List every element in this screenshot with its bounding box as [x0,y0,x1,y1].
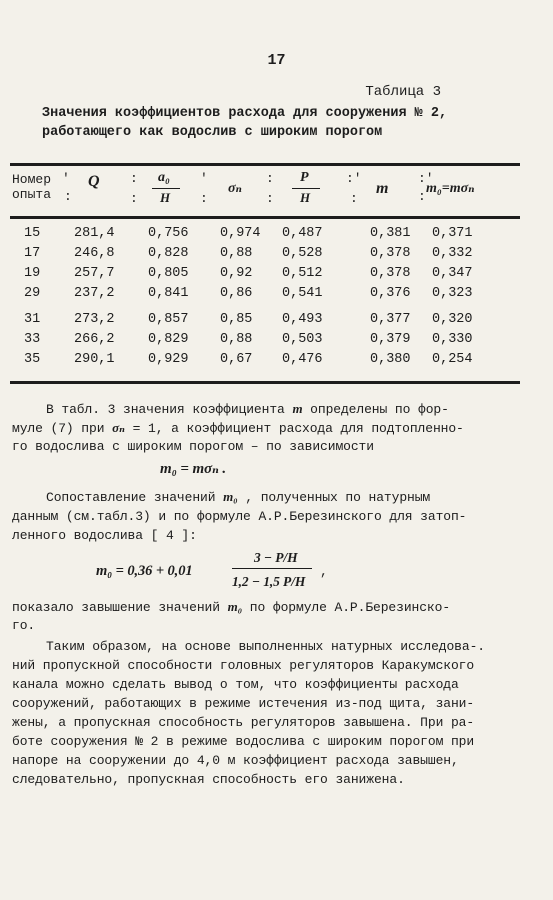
table-row [0,266,553,286]
table-cell: 0,377 [370,312,411,327]
formula-lhs: m₀ = 0,36 + 0,01 [96,563,193,579]
table-label: Таблица 3 [365,84,441,100]
paragraph-4-line-6: боте сооружения № 2 в режиме водослива с широким порогом при [12,734,475,749]
table-cell: 0,347 [432,266,473,281]
paragraph-4-line-8: следовательно, пропускная способность его занижена. [12,772,405,787]
header-m: m [376,180,389,197]
table-cell: 0,88 [220,246,253,261]
page-number: 17 [267,52,286,69]
header-p-numerator: P [300,170,309,185]
table-cell: 0,805 [148,266,189,281]
table-cell: 246,8 [74,246,115,261]
paragraph-2-line-2: данным (см.табл.3) и по формуле А.Р.Березинского для затоп- [12,509,467,524]
header-a0-fraction-line [152,188,180,189]
paragraph-1-line-2: муле (7) при σₙ = 1, а коэффициент расхода для подтопленно- [12,420,464,436]
table-cell: 0,512 [282,266,323,281]
formula-denominator: 1,2 − 1,5 P/H [232,574,306,589]
header-m0: m₀=mσₙ [426,181,475,196]
table-cell: 257,7 [74,266,115,281]
table-cell: 0,829 [148,332,189,347]
table-header-rule [10,216,520,219]
formula-numerator: 3 − P/H [254,550,298,565]
table-cell: 237,2 [74,286,115,301]
table-cell: 0,380 [370,352,411,367]
paragraph-3-line-1: показало завышение значений m₀ по формуле А.Р.Березинско- [12,599,451,615]
paragraph-1-line-1: В табл. 3 значения коэффициента m определены по фор- [46,401,449,417]
formula-fraction-line [232,568,312,569]
table-row [0,332,553,352]
table-header: Номер опыта ' : Q : : a₀ H ' : σₙ : : P H :' : m :' : m₀=mσₙ [12,170,475,206]
table-cell: 0,67 [220,352,253,367]
paragraph-1-line-3: го водослива с широким порогом – по зависимости [12,439,374,454]
table-cell: 0,376 [370,286,411,301]
table-cell: 0,379 [370,332,411,347]
table-cell: 15 [24,226,41,241]
table-row [0,352,553,372]
table-cell: 0,828 [148,246,189,261]
table-cell: 17 [24,246,41,261]
paragraph-4-line-1: Таким образом, на основе выполненных натурных исследова-. [46,639,485,654]
header-sigma-n: σₙ [228,181,242,196]
table-cell: 19 [24,266,41,281]
table-row [0,286,553,306]
table-cell: 0,254 [432,352,473,367]
table-cell: 290,1 [74,352,115,367]
paragraph-2-line-1: Сопоставление значений m₀ , полученных по натурным [46,489,431,505]
table-cell: 0,857 [148,312,189,327]
table-cell: 35 [24,352,41,367]
header-a0-numerator: a₀ [158,170,170,185]
header-a0-denominator: H [160,190,171,205]
table-caption [42,104,522,142]
paragraph-2-line-3: ленного водослива [ 4 ]: [12,528,197,543]
paragraph-4-line-4: сооружений, работающих в режиме истечения из-под щита, зани- [12,696,475,711]
table-cell: 0,320 [432,312,473,327]
math-m0-2: m₀ [227,599,243,614]
table-cell: 0,929 [148,352,189,367]
math-sigma-n: σₙ [112,420,125,435]
table-cell: 0,371 [432,226,473,241]
formula-m0-equals-m-sigma: m₀ = mσₙ . [160,461,227,477]
formula-tail: , [320,564,328,579]
table-cell: 0,541 [282,286,323,301]
table-cell: 0,92 [220,266,253,281]
table-cell: 0,476 [282,352,323,367]
paragraph-4-line-2: ний пропускной способности головных регуляторов Каракумского [12,658,475,673]
table-bottom-rule [10,381,520,384]
table-cell: 0,85 [220,312,253,327]
table-cell: 0,974 [220,226,261,241]
table-cell: 0,332 [432,246,473,261]
math-m: m [292,401,303,416]
paragraph-4-line-7: напоре на сооружении до 4,0 м коэффициент расхода завышен, [12,753,459,768]
table-cell: 0,323 [432,286,473,301]
caption-line-2: работающего как водослив с широким порогом [42,125,383,140]
table-cell: 31 [24,312,41,327]
table-cell: 0,86 [220,286,253,301]
table-cell: 29 [24,286,41,301]
table-cell: 0,493 [282,312,323,327]
table-top-rule [10,163,520,166]
math-m0: m₀ [223,489,238,504]
table-row [0,312,553,332]
table-cell: 0,381 [370,226,411,241]
paragraph-3-line-2: го. [12,618,36,633]
table-cell: 0,528 [282,246,323,261]
table-cell: 0,378 [370,246,411,261]
header-p-fraction-line [292,188,320,189]
paragraph-4-line-5: жены, а пропускная способность регуляторов завышена. При ра- [12,715,475,730]
table-cell: 0,841 [148,286,189,301]
caption-line-1: Значения коэффициентов расхода для сооружения № 2, [42,106,448,121]
table-row [0,226,553,246]
table-cell: 266,2 [74,332,115,347]
header-p-denominator: H [300,190,311,205]
paragraph-4-line-3: канала можно сделать вывод о том, что коэффициенты расхода [12,677,459,692]
table-cell: 0,487 [282,226,323,241]
table-cell: 0,378 [370,266,411,281]
table-cell: 0,330 [432,332,473,347]
table-cell: 0,88 [220,332,253,347]
table-cell: 33 [24,332,41,347]
table-cell: 281,4 [74,226,115,241]
table-cell: 0,756 [148,226,189,241]
header-experiment-number: Номер опыта [12,172,52,202]
table-cell: 0,503 [282,332,323,347]
table-row [0,246,553,266]
header-q: Q [88,173,100,190]
table-cell: 273,2 [74,312,115,327]
